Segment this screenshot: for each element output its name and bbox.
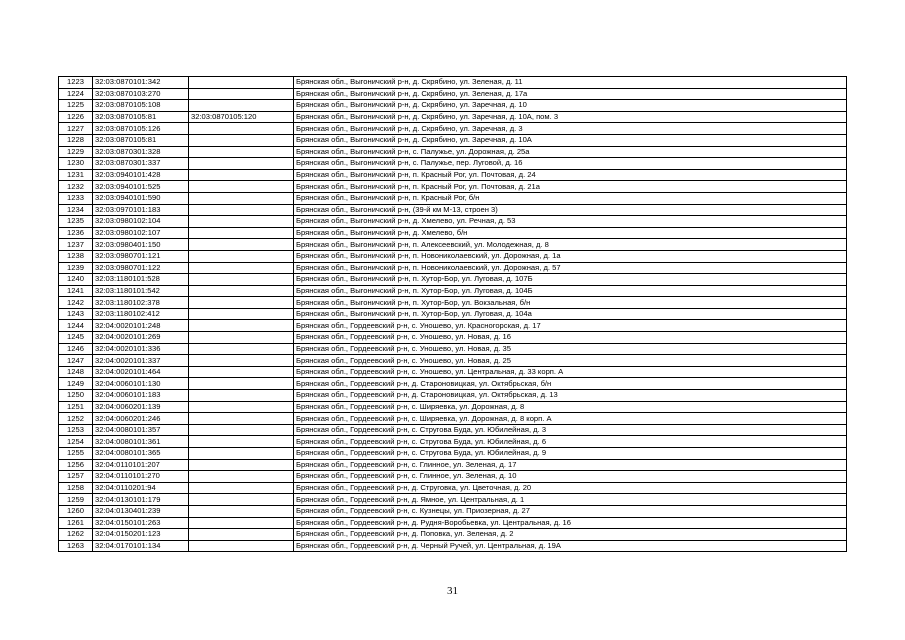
cadastral-number-cell: 32:03:0870103:270 xyxy=(93,88,189,100)
row-number-cell: 1242 xyxy=(59,297,93,309)
related-cadastral-number-cell xyxy=(189,308,294,320)
cadastral-number-cell: 32:04:0080101:361 xyxy=(93,436,189,448)
address-cell: Брянская обл., Выгоничский р-н, п. Хутор-Бор, ул. Вокзальная, б/н xyxy=(294,297,847,309)
table-row xyxy=(59,169,847,181)
cadastral-number-cell: 32:03:1180101:528 xyxy=(93,274,189,286)
table-row xyxy=(59,111,847,123)
related-cadastral-number-cell xyxy=(189,77,294,89)
address-cell: Брянская обл., Гордеевский р-н, с. Ширяевка, ул. Дорожная, д. 8 xyxy=(294,401,847,413)
table-row xyxy=(59,274,847,286)
table-row xyxy=(59,88,847,100)
address-cell: Брянская обл., Выгоничский р-н, п. Красный Рог, б/н xyxy=(294,192,847,204)
address-cell: Брянская обл., Выгоничский р-н, с. Палужье, пер. Луговой, д. 16 xyxy=(294,158,847,170)
cadastral-number-cell: 32:03:0870301:328 xyxy=(93,146,189,158)
address-cell: Брянская обл., Гордеевский р-н, д. Струговка, ул. Цветочная, д. 20 xyxy=(294,482,847,494)
related-cadastral-number-cell xyxy=(189,239,294,251)
related-cadastral-number-cell xyxy=(189,88,294,100)
table-row xyxy=(59,216,847,228)
cadastral-number-cell: 32:04:0020101:337 xyxy=(93,355,189,367)
table-row xyxy=(59,239,847,251)
row-number-cell: 1224 xyxy=(59,88,93,100)
cadastral-number-cell: 32:04:0020101:464 xyxy=(93,366,189,378)
address-cell: Брянская обл., Выгоничский р-н, п. Хутор-Бор, ул. Луговая, д. 107Б xyxy=(294,274,847,286)
related-cadastral-number-cell: 32:03:0870105:120 xyxy=(189,111,294,123)
table-row xyxy=(59,308,847,320)
row-number-cell: 1244 xyxy=(59,320,93,332)
row-number-cell: 1250 xyxy=(59,390,93,402)
related-cadastral-number-cell xyxy=(189,216,294,228)
address-cell: Брянская обл., Гордеевский р-н, с. Уношево, ул. Центральная, д. 33 корп. А xyxy=(294,366,847,378)
address-cell: Брянская обл., Гордеевский р-н, с. Стругова Буда, ул. Юбилейная, д. 9 xyxy=(294,448,847,460)
cadastral-number-cell: 32:04:0110101:207 xyxy=(93,459,189,471)
table-row xyxy=(59,158,847,170)
row-number-cell: 1237 xyxy=(59,239,93,251)
address-cell: Брянская обл., Гордеевский р-н, с. Уношево, ул. Новая, д. 35 xyxy=(294,343,847,355)
related-cadastral-number-cell xyxy=(189,343,294,355)
cadastral-number-cell: 32:04:0170101:134 xyxy=(93,540,189,552)
table-row xyxy=(59,332,847,344)
cadastral-number-cell: 32:04:0110201:94 xyxy=(93,482,189,494)
related-cadastral-number-cell xyxy=(189,169,294,181)
table-row xyxy=(59,146,847,158)
related-cadastral-number-cell xyxy=(189,366,294,378)
table-row xyxy=(59,424,847,436)
row-number-cell: 1241 xyxy=(59,285,93,297)
table-row xyxy=(59,390,847,402)
address-cell: Брянская обл., Выгоничский р-н, д. Скрябино, ул. Заречная, д. 10А, пом. 3 xyxy=(294,111,847,123)
property-registry-table xyxy=(58,76,847,552)
address-cell: Брянская обл., Гордеевский р-н, д. Староновицкая, ул. Октябрьская, б/н xyxy=(294,378,847,390)
table-row xyxy=(59,436,847,448)
cadastral-number-cell: 32:04:0080101:365 xyxy=(93,448,189,460)
cadastral-number-cell: 32:03:0940101:428 xyxy=(93,169,189,181)
table-row xyxy=(59,401,847,413)
table-row xyxy=(59,181,847,193)
related-cadastral-number-cell xyxy=(189,181,294,193)
table-row xyxy=(59,448,847,460)
related-cadastral-number-cell xyxy=(189,505,294,517)
row-number-cell: 1229 xyxy=(59,146,93,158)
address-cell: Брянская обл., Гордеевский р-н, с. Ширяевка, ул. Дорожная, д. 8 корп. А xyxy=(294,413,847,425)
table-row xyxy=(59,250,847,262)
address-cell: Брянская обл., Гордеевский р-н, с. Глинное, ул. Зеленая, д. 17 xyxy=(294,459,847,471)
table-row xyxy=(59,471,847,483)
row-number-cell: 1254 xyxy=(59,436,93,448)
row-number-cell: 1256 xyxy=(59,459,93,471)
table-row xyxy=(59,540,847,552)
address-cell: Брянская обл., Выгоничский р-н, п. Новониколаевский, ул. Дорожная, д. 1а xyxy=(294,250,847,262)
cadastral-number-cell: 32:04:0060201:139 xyxy=(93,401,189,413)
page-number: 31 xyxy=(447,585,458,597)
row-number-cell: 1262 xyxy=(59,529,93,541)
table-row xyxy=(59,100,847,112)
table-row xyxy=(59,505,847,517)
row-number-cell: 1245 xyxy=(59,332,93,344)
cadastral-number-cell: 32:03:0980102:104 xyxy=(93,216,189,228)
table-row xyxy=(59,227,847,239)
row-number-cell: 1261 xyxy=(59,517,93,529)
table-row xyxy=(59,529,847,541)
address-cell: Брянская обл., Выгоничский р-н, п. Красный Рог, ул. Почтовая, д. 24 xyxy=(294,169,847,181)
cadastral-number-cell: 32:04:0060201:246 xyxy=(93,413,189,425)
cadastral-number-cell: 32:03:0870301:337 xyxy=(93,158,189,170)
address-cell: Брянская обл., Гордеевский р-н, д. Ямное, ул. Центральная, д. 1 xyxy=(294,494,847,506)
related-cadastral-number-cell xyxy=(189,134,294,146)
address-cell: Брянская обл., Выгоничский р-н, п. Красный Рог, ул. Почтовая, д. 21а xyxy=(294,181,847,193)
row-number-cell: 1223 xyxy=(59,77,93,89)
related-cadastral-number-cell xyxy=(189,529,294,541)
related-cadastral-number-cell xyxy=(189,250,294,262)
address-cell: Брянская обл., Гордеевский р-н, д. Черный Ручей, ул. Центральная, д. 19А xyxy=(294,540,847,552)
related-cadastral-number-cell xyxy=(189,471,294,483)
address-cell: Брянская обл., Гордеевский р-н, с. Глинное, ул. Зеленая, д. 10 xyxy=(294,471,847,483)
related-cadastral-number-cell xyxy=(189,424,294,436)
row-number-cell: 1253 xyxy=(59,424,93,436)
row-number-cell: 1252 xyxy=(59,413,93,425)
cadastral-number-cell: 32:03:0980701:122 xyxy=(93,262,189,274)
related-cadastral-number-cell xyxy=(189,413,294,425)
related-cadastral-number-cell xyxy=(189,390,294,402)
cadastral-number-cell: 32:03:0870105:126 xyxy=(93,123,189,135)
cadastral-number-cell: 32:03:0870105:108 xyxy=(93,100,189,112)
related-cadastral-number-cell xyxy=(189,285,294,297)
cadastral-number-cell: 32:03:0940101:525 xyxy=(93,181,189,193)
row-number-cell: 1259 xyxy=(59,494,93,506)
cadastral-number-cell: 32:03:0980401:150 xyxy=(93,239,189,251)
related-cadastral-number-cell xyxy=(189,204,294,216)
cadastral-number-cell: 32:03:0980102:107 xyxy=(93,227,189,239)
related-cadastral-number-cell xyxy=(189,332,294,344)
address-cell: Брянская обл., Выгоничский р-н, д. Скрябино, ул. Зеленая, д. 11 xyxy=(294,77,847,89)
table-row xyxy=(59,204,847,216)
related-cadastral-number-cell xyxy=(189,436,294,448)
cadastral-number-cell: 32:04:0150101:263 xyxy=(93,517,189,529)
cadastral-number-cell: 32:04:0020101:269 xyxy=(93,332,189,344)
row-number-cell: 1243 xyxy=(59,308,93,320)
address-cell: Брянская обл., Выгоничский р-н, п. Хутор-Бор, ул. Луговая, д. 104а xyxy=(294,308,847,320)
related-cadastral-number-cell xyxy=(189,146,294,158)
table-row xyxy=(59,262,847,274)
related-cadastral-number-cell xyxy=(189,262,294,274)
address-cell: Брянская обл., Гордеевский р-н, с. Кузнецы, ул. Приозерная, д. 27 xyxy=(294,505,847,517)
table-row xyxy=(59,297,847,309)
table-row xyxy=(59,482,847,494)
cadastral-number-cell: 32:04:0130401:239 xyxy=(93,505,189,517)
row-number-cell: 1239 xyxy=(59,262,93,274)
row-number-cell: 1247 xyxy=(59,355,93,367)
cadastral-number-cell: 32:04:0150201:123 xyxy=(93,529,189,541)
address-cell: Брянская обл., Выгоничский р-н, п. Новониколаевский, ул. Дорожная, д. 57 xyxy=(294,262,847,274)
related-cadastral-number-cell xyxy=(189,378,294,390)
related-cadastral-number-cell xyxy=(189,158,294,170)
cadastral-number-cell: 32:03:1180102:378 xyxy=(93,297,189,309)
table-row xyxy=(59,494,847,506)
related-cadastral-number-cell xyxy=(189,540,294,552)
address-cell: Брянская обл., Выгоничский р-н, д. Хмелево, ул. Речная, д. 53 xyxy=(294,216,847,228)
cadastral-number-cell: 32:04:0080101:357 xyxy=(93,424,189,436)
row-number-cell: 1235 xyxy=(59,216,93,228)
related-cadastral-number-cell xyxy=(189,401,294,413)
related-cadastral-number-cell xyxy=(189,320,294,332)
cadastral-number-cell: 32:03:0870105:81 xyxy=(93,134,189,146)
row-number-cell: 1233 xyxy=(59,192,93,204)
address-cell: Брянская обл., Выгоничский р-н, п. Хутор-Бор, ул. Луговая, д. 104Б xyxy=(294,285,847,297)
cadastral-number-cell: 32:03:0870101:342 xyxy=(93,77,189,89)
table-row xyxy=(59,366,847,378)
cadastral-number-cell: 32:04:0060101:130 xyxy=(93,378,189,390)
row-number-cell: 1228 xyxy=(59,134,93,146)
related-cadastral-number-cell xyxy=(189,192,294,204)
address-cell: Брянская обл., Гордеевский р-н, д. Поповка, ул. Зеленая, д. 2 xyxy=(294,529,847,541)
row-number-cell: 1263 xyxy=(59,540,93,552)
related-cadastral-number-cell xyxy=(189,100,294,112)
address-cell: Брянская обл., Выгоничский р-н, д. Хмелево, б/н xyxy=(294,227,847,239)
cadastral-number-cell: 32:04:0020101:336 xyxy=(93,343,189,355)
address-cell: Брянская обл., Выгоничский р-н, (39-й км М-13, строен 3) xyxy=(294,204,847,216)
related-cadastral-number-cell xyxy=(189,355,294,367)
cadastral-number-cell: 32:04:0130101:179 xyxy=(93,494,189,506)
row-number-cell: 1246 xyxy=(59,343,93,355)
row-number-cell: 1238 xyxy=(59,250,93,262)
related-cadastral-number-cell xyxy=(189,448,294,460)
row-number-cell: 1257 xyxy=(59,471,93,483)
table-row xyxy=(59,320,847,332)
cadastral-number-cell: 32:04:0020101:248 xyxy=(93,320,189,332)
cadastral-number-cell: 32:03:0870105:81 xyxy=(93,111,189,123)
row-number-cell: 1255 xyxy=(59,448,93,460)
cadastral-number-cell: 32:04:0110101:270 xyxy=(93,471,189,483)
row-number-cell: 1240 xyxy=(59,274,93,286)
row-number-cell: 1260 xyxy=(59,505,93,517)
row-number-cell: 1258 xyxy=(59,482,93,494)
row-number-cell: 1234 xyxy=(59,204,93,216)
table-row xyxy=(59,192,847,204)
row-number-cell: 1230 xyxy=(59,158,93,170)
table-row xyxy=(59,517,847,529)
cadastral-number-cell: 32:03:0970101:183 xyxy=(93,204,189,216)
row-number-cell: 1232 xyxy=(59,181,93,193)
row-number-cell: 1249 xyxy=(59,378,93,390)
table-row xyxy=(59,459,847,471)
table-row xyxy=(59,343,847,355)
table-row xyxy=(59,378,847,390)
row-number-cell: 1248 xyxy=(59,366,93,378)
table-body xyxy=(59,77,847,552)
row-number-cell: 1236 xyxy=(59,227,93,239)
table-row xyxy=(59,77,847,89)
row-number-cell: 1225 xyxy=(59,100,93,112)
address-cell: Брянская обл., Выгоничский р-н, д. Скрябино, ул. Зеленая, д. 17а xyxy=(294,88,847,100)
address-cell: Брянская обл., Гордеевский р-н, д. Староновицкая, ул. Октябрьская, д. 13 xyxy=(294,390,847,402)
cadastral-number-cell: 32:03:0980701:121 xyxy=(93,250,189,262)
cadastral-number-cell: 32:03:1180102:412 xyxy=(93,308,189,320)
address-cell: Брянская обл., Выгоничский р-н, д. Скрябино, ул. Заречная, д. 10А xyxy=(294,134,847,146)
row-number-cell: 1231 xyxy=(59,169,93,181)
row-number-cell: 1226 xyxy=(59,111,93,123)
table-row xyxy=(59,134,847,146)
cadastral-number-cell: 32:03:0940101:590 xyxy=(93,192,189,204)
cadastral-number-cell: 32:04:0060101:183 xyxy=(93,390,189,402)
table-row xyxy=(59,355,847,367)
related-cadastral-number-cell xyxy=(189,274,294,286)
address-cell: Брянская обл., Выгоничский р-н, д. Скрябино, ул. Заречная, д. 3 xyxy=(294,123,847,135)
related-cadastral-number-cell xyxy=(189,297,294,309)
table-row xyxy=(59,285,847,297)
table-row xyxy=(59,123,847,135)
table-row xyxy=(59,413,847,425)
related-cadastral-number-cell xyxy=(189,517,294,529)
address-cell: Брянская обл., Гордеевский р-н, с. Стругова Буда, ул. Юбилейная, д. 6 xyxy=(294,436,847,448)
related-cadastral-number-cell xyxy=(189,494,294,506)
address-cell: Брянская обл., Гордеевский р-н, с. Стругова Буда, ул. Юбилейная, д. 3 xyxy=(294,424,847,436)
address-cell: Брянская обл., Гордеевский р-н, с. Уношево, ул. Новая, д. 16 xyxy=(294,332,847,344)
address-cell: Брянская обл., Гордеевский р-н, д. Рудня-Воробьевка, ул. Центральная, д. 16 xyxy=(294,517,847,529)
address-cell: Брянская обл., Выгоничский р-н, д. Скрябино, ул. Заречная, д. 10 xyxy=(294,100,847,112)
related-cadastral-number-cell xyxy=(189,459,294,471)
address-cell: Брянская обл., Выгоничский р-н, п. Алексеевский, ул. Молодежная, д. 8 xyxy=(294,239,847,251)
cadastral-number-cell: 32:03:1180101:542 xyxy=(93,285,189,297)
related-cadastral-number-cell xyxy=(189,227,294,239)
row-number-cell: 1251 xyxy=(59,401,93,413)
related-cadastral-number-cell xyxy=(189,123,294,135)
related-cadastral-number-cell xyxy=(189,482,294,494)
row-number-cell: 1227 xyxy=(59,123,93,135)
address-cell: Брянская обл., Выгоничский р-н, с. Палужье, ул. Дорожная, д. 25а xyxy=(294,146,847,158)
address-cell: Брянская обл., Гордеевский р-н, с. Уношево, ул. Красногорская, д. 17 xyxy=(294,320,847,332)
address-cell: Брянская обл., Гордеевский р-н, с. Уношево, ул. Новая, д. 25 xyxy=(294,355,847,367)
